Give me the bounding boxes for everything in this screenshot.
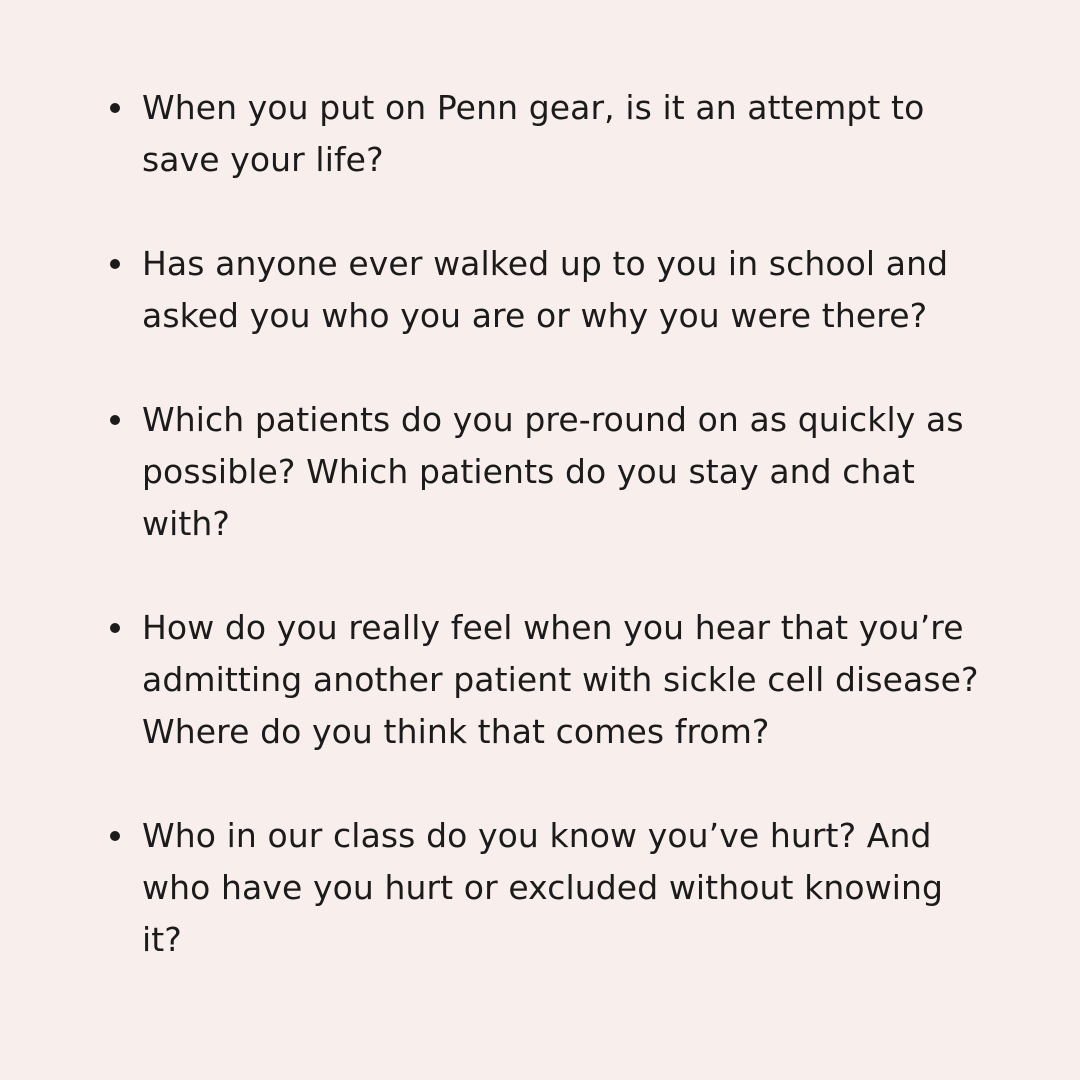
question-list <box>110 82 990 966</box>
question-text: Has anyone ever walked up to you in school and asked you who you are or why you were there? <box>142 244 949 335</box>
bullet-icon <box>110 831 120 841</box>
list-item <box>110 238 990 342</box>
bullet-icon <box>110 415 120 425</box>
list-item <box>110 602 990 758</box>
bullet-icon <box>110 103 120 113</box>
question-text: Who in our class do you know you’ve hurt? And who have you hurt or excluded without knowing it? <box>142 816 944 959</box>
bullet-icon <box>110 259 120 269</box>
list-item <box>110 810 990 966</box>
question-text: Which patients do you pre-round on as quickly as possible? Which patients do you stay and chat with? <box>142 400 964 543</box>
bullet-icon <box>110 623 120 633</box>
question-text: How do you really feel when you hear that you’re admitting another patient with sickle cell disease? Where do you think that comes from? <box>142 608 979 751</box>
list-item <box>110 394 990 550</box>
list-item <box>110 82 990 186</box>
question-text: When you put on Penn gear, is it an attempt to save your life? <box>142 88 925 179</box>
